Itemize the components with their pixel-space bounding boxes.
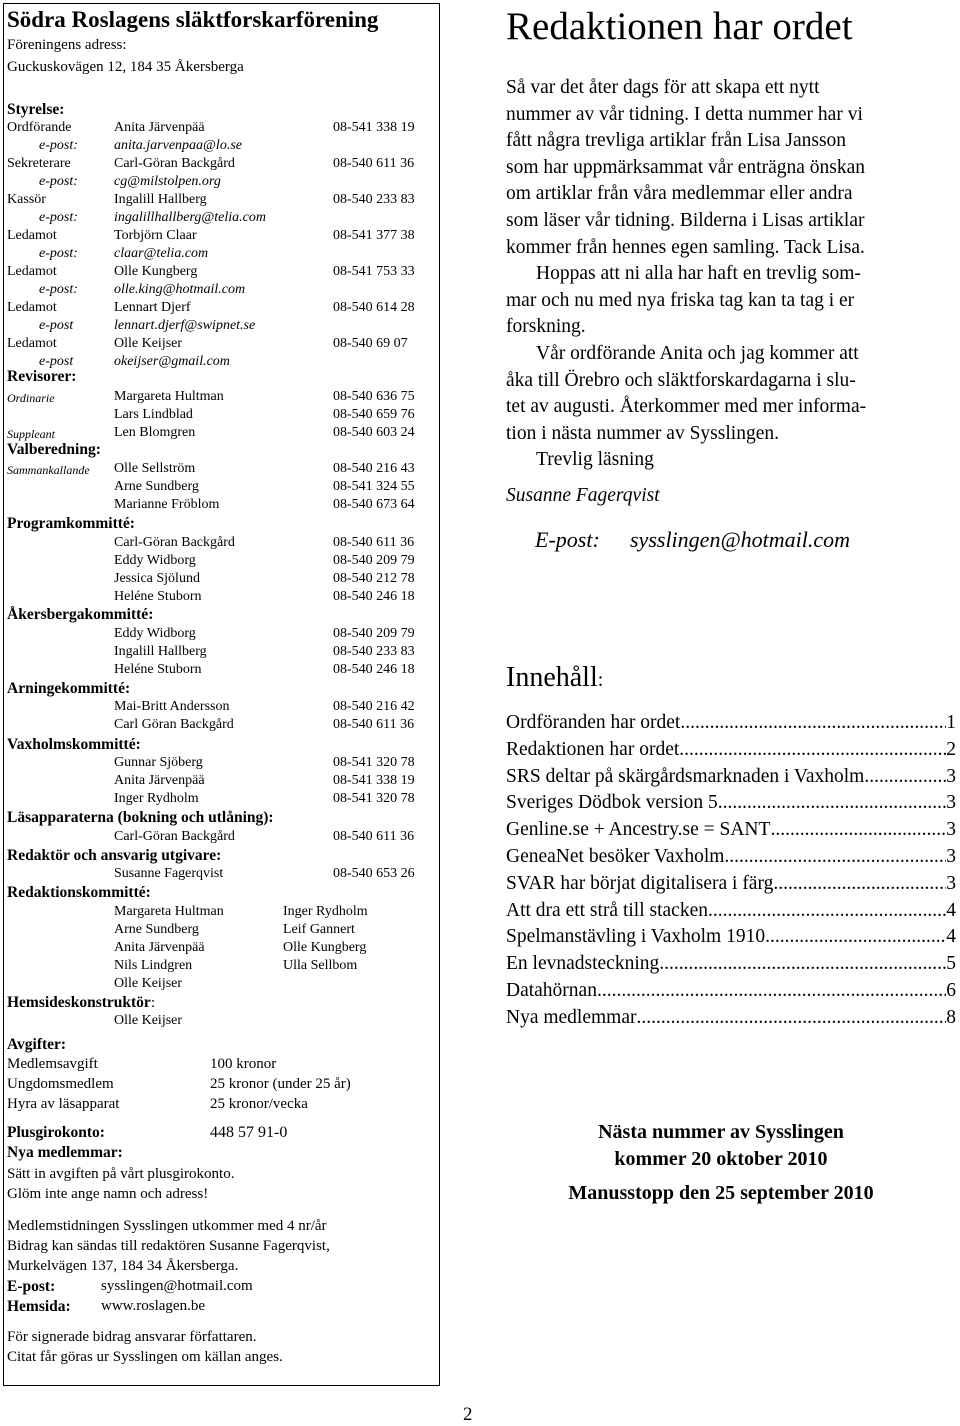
- valberedning-phone: 08-540 673 64: [333, 497, 415, 512]
- toc-item-title: Sveriges Dödbok version 5: [506, 792, 718, 814]
- info-line3: Murkelvägen 137, 184 34 Åkersberga.: [7, 1258, 239, 1274]
- board-epost-label: e-post: [39, 354, 74, 369]
- akersbergakommitte-heading: Åkersbergakommitté:: [7, 606, 154, 623]
- toc-item[interactable]: [506, 846, 956, 868]
- editorial-epost-label: E-post:: [535, 527, 600, 552]
- revisorer-phone: 08-540 603 24: [333, 425, 415, 440]
- toc-item-title: En levnadsteckning: [506, 953, 660, 975]
- arningekommitte-name: Mai-Britt Andersson: [114, 699, 230, 714]
- editorial-line: tion i nästa nummer av Sysslingen.: [506, 422, 779, 444]
- toc-item[interactable]: [506, 873, 956, 895]
- vaxholmskommitte-name: Anita Järvenpää: [114, 773, 205, 788]
- toc-dot-leader: [765, 926, 946, 948]
- board-member-name: Carl-Göran Backgård: [114, 156, 235, 171]
- programkommitte-name: Eddy Widborg: [114, 553, 196, 568]
- board-member-phone: 08-541 753 33: [333, 264, 415, 279]
- toc-item-page: 8: [946, 1006, 956, 1028]
- editorial-line: Så var det åter dags för att skapa ett nytt: [506, 77, 820, 98]
- board-member-email: anita.jarvenpaa@lo.se: [114, 138, 242, 153]
- akersbergakommitte-name: Ingalill Hallberg: [114, 644, 207, 659]
- editorial-line: kommer från hennes egen samling. Tack Lisa.: [506, 236, 865, 258]
- valberedning-phone: 08-540 216 43: [333, 461, 415, 476]
- board-member-phone: 08-541 338 19: [333, 120, 415, 135]
- redaktion-member: Nils Lindgren: [114, 958, 193, 973]
- toc-dot-leader: [773, 873, 946, 895]
- programkommitte-phone: 08-540 246 18: [333, 589, 415, 604]
- board-member-email: lennart.djerf@swipnet.se: [114, 318, 256, 333]
- toc-item-page: 3: [946, 846, 956, 867]
- board-member-phone: 08-540 233 83: [333, 192, 415, 207]
- board-member-email: olle.king@hotmail.com: [114, 282, 246, 297]
- toc-item-page: 3: [946, 792, 956, 814]
- board-role: Ordförande: [7, 120, 72, 135]
- valberedning-phone: 08-541 324 55: [333, 479, 415, 494]
- vaxholmskommitte-heading: Vaxholmskommitté:: [7, 736, 141, 753]
- redaktor-name: Susanne Fagerqvist: [114, 866, 224, 881]
- programkommitte-phone: 08-540 209 79: [333, 553, 415, 568]
- toc-item[interactable]: [506, 766, 956, 788]
- toc-item-page: 5: [946, 953, 956, 975]
- arningekommitte-heading: Arningekommitté:: [7, 680, 131, 697]
- toc-dot-leader: [718, 792, 946, 814]
- board-epost-label: e-post:: [39, 138, 78, 153]
- board-member-name: Olle Kungberg: [114, 264, 198, 279]
- redaktion-member: Inger Rydholm: [283, 904, 368, 919]
- editorial-line: Vår ordförande Anita och jag kommer att: [536, 343, 859, 364]
- editorial-line: som läser vår tidning. Bilderna i Lisas artiklar: [506, 210, 865, 231]
- toc-dot-leader: [724, 846, 946, 868]
- valberedning-role-label: Sammankallande: [7, 463, 90, 477]
- editorial-line: som har uppmärksammat vår enträgna önskan: [506, 156, 866, 178]
- toc-dot-leader: [680, 712, 946, 734]
- toc-item-page: 4: [946, 926, 956, 948]
- toc-dot-leader: [597, 980, 946, 1002]
- toc-item[interactable]: [506, 1007, 956, 1029]
- board-epost-label: e-post:: [39, 174, 78, 189]
- toc-dot-leader: [708, 900, 946, 922]
- next-issue-line3: Manusstopp den 25 september 2010: [568, 1182, 874, 1204]
- toc-item[interactable]: [506, 953, 956, 975]
- board-member-name: Ingalill Hallberg: [114, 192, 207, 207]
- address-label: Föreningens adress:: [7, 37, 127, 53]
- editorial-line: Hoppas att ni alla har haft en trevlig som-: [536, 263, 861, 285]
- programkommitte-name: Carl-Göran Backgård: [114, 535, 235, 550]
- footer-note-line1: För signerade bidrag ansvarar författaren.: [7, 1329, 257, 1345]
- editorial-line: om artiklar från våra medlemmar eller andra: [506, 183, 853, 205]
- toc-item[interactable]: [506, 739, 956, 761]
- redaktion-member: Margareta Hultman: [114, 904, 224, 919]
- toc-item-title: Nya medlemmar: [506, 1006, 637, 1028]
- toc-dot-leader: [679, 739, 946, 761]
- toc-item[interactable]: [506, 900, 956, 922]
- info-line1: Medlemstidningen Sysslingen utkommer med 4 nr/år: [7, 1218, 327, 1234]
- toc-item-page: 1: [946, 712, 956, 733]
- toc-item-title: Redaktionen har ordet: [506, 738, 680, 760]
- arningekommitte-name: Carl Göran Backgård: [114, 717, 234, 732]
- info-hemsida-label: Hemsida:: [7, 1298, 71, 1315]
- toc-item[interactable]: [506, 926, 956, 948]
- board-role: Ledamot: [7, 300, 57, 315]
- redaktion-member: Arne Sundberg: [114, 922, 199, 937]
- board-role: Ledamot: [7, 336, 57, 351]
- nya-medlemmar-line2: Glöm inte ange namn och adress!: [7, 1186, 209, 1202]
- fee-label: Hyra av läsapparat: [7, 1096, 120, 1112]
- styrelse-heading: Styrelse:: [7, 101, 65, 118]
- redaktor-heading: Redaktör och ansvarig utgivare:: [7, 847, 222, 864]
- board-role: Ledamot: [7, 264, 57, 279]
- board-member-name: Lennart Djerf: [114, 300, 191, 315]
- lasapparaterna-heading: Läsapparaterna (bokning och utlåning):: [7, 809, 274, 826]
- toc-item-title: Datahörnan: [506, 980, 597, 1001]
- editorial-heading: Redaktionen har ordet: [506, 5, 853, 48]
- revisorer-role-label: Ordinarie: [7, 391, 55, 405]
- board-member-phone: 08-540 614 28: [333, 300, 415, 315]
- fee-value: 25 kronor (under 25 år): [210, 1076, 351, 1092]
- board-member-email: claar@telia.com: [114, 246, 209, 261]
- org-name: Södra Roslagens släktforskarförening: [7, 7, 379, 32]
- editorial-line: Trevlig läsning: [536, 449, 654, 471]
- hemsideskonstruktor-name: Olle Keijser: [114, 1013, 183, 1028]
- toc-item-page: 3: [946, 872, 956, 894]
- redaktion-member: Anita Järvenpää: [114, 940, 205, 955]
- vaxholmskommitte-name: Gunnar Sjöberg: [114, 755, 203, 770]
- editorial-line: mar och nu med nya friska tag kan ta tag i er: [506, 289, 855, 311]
- avgifter-heading: Avgifter:: [7, 1036, 67, 1053]
- info-epost: sysslingen@hotmail.com: [101, 1278, 253, 1294]
- vaxholmskommitte-phone: 08-541 320 78: [333, 791, 415, 806]
- hemsideskonstruktor-colon: :: [150, 995, 155, 1011]
- info-line2: Bidrag kan sändas till redaktören Susanne Fagerqvist,: [7, 1238, 330, 1254]
- toc-item-page: 2: [946, 738, 956, 760]
- toc-item[interactable]: [506, 712, 956, 734]
- next-issue-line1: Nästa nummer av Sysslingen: [598, 1121, 844, 1143]
- toc-dot-leader: [770, 819, 946, 841]
- board-role: Kassör: [7, 192, 46, 207]
- hemsideskonstruktor-heading: Hemsideskonstruktör: [7, 994, 151, 1011]
- editorial-line: fått några trevliga artiklar från Lisa Jansson: [506, 130, 847, 152]
- toc-heading-colon: :: [597, 669, 604, 691]
- toc-item[interactable]: [506, 819, 956, 841]
- toc-item-title: Att dra ett strå till stacken: [506, 899, 708, 921]
- toc-dot-leader: [637, 1007, 947, 1029]
- programkommitte-phone: 08-540 212 78: [333, 571, 415, 586]
- toc-item[interactable]: [506, 792, 956, 814]
- editorial-line: forskning.: [506, 316, 586, 338]
- toc-item-title: SRS deltar på skärgårdsmarknaden i Vaxholm: [506, 765, 865, 787]
- fee-label: Medlemsavgift: [7, 1056, 98, 1072]
- toc-item-page: 3: [946, 765, 956, 787]
- akersbergakommitte-phone: 08-540 209 79: [333, 626, 415, 641]
- info-hemsida: www.roslagen.be: [101, 1298, 205, 1314]
- valberedning-name: Olle Sellström: [114, 461, 196, 476]
- board-member-name: Torbjörn Claar: [114, 228, 197, 243]
- board-epost-label: e-post:: [39, 210, 78, 225]
- editorial-line: nummer av vår tidning. I detta nummer har vi: [506, 103, 863, 125]
- vaxholmskommitte-name: Inger Rydholm: [114, 791, 199, 806]
- akersbergakommitte-name: Eddy Widborg: [114, 626, 196, 641]
- editorial-line: tet av augusti. Återkommer med mer informa-: [506, 396, 867, 418]
- toc-item-title: Ordföranden har ordet: [506, 712, 681, 733]
- address: Guckuskovägen 12, 184 35 Åkersberga: [7, 59, 244, 75]
- revisorer-name: Lars Lindblad: [114, 407, 193, 422]
- editorial-line: åka till Örebro och släktforskardagarna i slu-: [506, 369, 856, 391]
- revisorer-phone: 08-540 659 76: [333, 407, 415, 422]
- redaktion-member: Ulla Sellbom: [283, 958, 358, 973]
- arningekommitte-phone: 08-540 611 36: [333, 717, 415, 732]
- plusgiro-value: 448 57 91-0: [210, 1124, 288, 1141]
- fee-value: 25 kronor/vecka: [210, 1096, 308, 1112]
- toc-heading-wrap: [506, 662, 603, 694]
- board-member-phone: 08-540 611 36: [333, 156, 415, 171]
- board-role: Sekreterare: [7, 156, 71, 171]
- valberedning-heading: Valberedning:: [7, 441, 101, 458]
- revisorer-phone: 08-540 636 75: [333, 389, 415, 404]
- plusgiro-label: Plusgirokonto:: [7, 1124, 105, 1141]
- redaktion-member: Olle Keijser: [114, 976, 183, 991]
- programkommitte-name: Jessica Sjölund: [114, 571, 200, 586]
- revisorer-name: Len Blomgren: [114, 425, 196, 440]
- toc-item-title: SVAR har börjat digitalisera i färg: [506, 872, 774, 894]
- board-role: Ledamot: [7, 228, 57, 243]
- hemsideskonstruktor-heading-wrap: [7, 994, 155, 1012]
- redaktionskommitte-heading: Redaktionskommitté:: [7, 884, 151, 901]
- board-epost-label: e-post:: [39, 282, 78, 297]
- editorial-epost: sysslingen@hotmail.com: [630, 527, 851, 552]
- vaxholmskommitte-phone: 08-541 338 19: [333, 773, 415, 788]
- valberedning-name: Arne Sundberg: [114, 479, 199, 494]
- board-member-phone: 08-540 69 07: [333, 336, 408, 351]
- board-member-email: cg@milstolpen.org: [114, 174, 221, 189]
- lasapparaterna-name: Carl-Göran Backgård: [114, 829, 235, 844]
- redaktor-phone: 08-540 653 26: [333, 866, 415, 881]
- toc-item-title: Genline.se + Ancestry.se = SANT: [506, 819, 771, 841]
- board-member-name: Olle Keijser: [114, 336, 183, 351]
- revisorer-heading: Revisorer:: [7, 368, 77, 385]
- toc-item-title: Spelmanstävling i Vaxholm 1910: [506, 926, 766, 948]
- toc-item-page: 4: [946, 899, 956, 921]
- toc-item-title: GeneaNet besöker Vaxholm: [506, 846, 725, 867]
- toc-item-page: 6: [946, 980, 956, 1001]
- valberedning-name: Marianne Fröblom: [114, 497, 220, 512]
- lasapparaterna-phone: 08-540 611 36: [333, 829, 415, 844]
- akersbergakommitte-phone: 08-540 233 83: [333, 644, 415, 659]
- toc-item[interactable]: [506, 980, 956, 1002]
- programkommitte-name: Heléne Stuborn: [114, 589, 202, 604]
- page-number: 2: [463, 1404, 473, 1425]
- vaxholmskommitte-phone: 08-541 320 78: [333, 755, 415, 770]
- board-member-phone: 08-541 377 38: [333, 228, 415, 243]
- next-issue-line2: kommer 20 oktober 2010: [614, 1148, 828, 1170]
- board-epost-label: e-post: [39, 318, 74, 333]
- akersbergakommitte-name: Heléne Stuborn: [114, 662, 202, 677]
- board-member-name: Anita Järvenpää: [114, 120, 205, 135]
- board-member-email: okeijser@gmail.com: [114, 354, 230, 369]
- revisorer-role-label: Suppleant: [7, 427, 55, 441]
- board-member-email: ingalillhallberg@telia.com: [114, 210, 266, 225]
- editorial-signature: Susanne Fagerqvist: [506, 485, 660, 506]
- fee-label: Ungdomsmedlem: [7, 1076, 114, 1092]
- fee-value: 100 kronor: [210, 1056, 277, 1072]
- programkommitte-heading: Programkommitté:: [7, 515, 135, 532]
- akersbergakommitte-phone: 08-540 246 18: [333, 662, 415, 677]
- programkommitte-phone: 08-540 611 36: [333, 535, 415, 550]
- toc-dot-leader: [659, 953, 946, 975]
- toc-item-page: 3: [946, 819, 956, 841]
- nya-medlemmar-heading: Nya medlemmar:: [7, 1144, 123, 1161]
- toc-heading: Innehåll: [506, 662, 598, 693]
- info-epost-label: E-post:: [7, 1278, 56, 1295]
- nya-medlemmar-line1: Sätt in avgiften på vårt plusgirokonto.: [7, 1166, 235, 1182]
- redaktion-member: Olle Kungberg: [283, 940, 367, 955]
- revisorer-name: Margareta Hultman: [114, 389, 224, 404]
- redaktion-member: Leif Gannert: [283, 922, 355, 937]
- arningekommitte-phone: 08-540 216 42: [333, 699, 415, 714]
- board-epost-label: e-post:: [39, 246, 78, 261]
- toc-dot-leader: [864, 766, 946, 788]
- footer-note-line2: Citat får göras ur Sysslingen om källan anges.: [7, 1349, 283, 1365]
